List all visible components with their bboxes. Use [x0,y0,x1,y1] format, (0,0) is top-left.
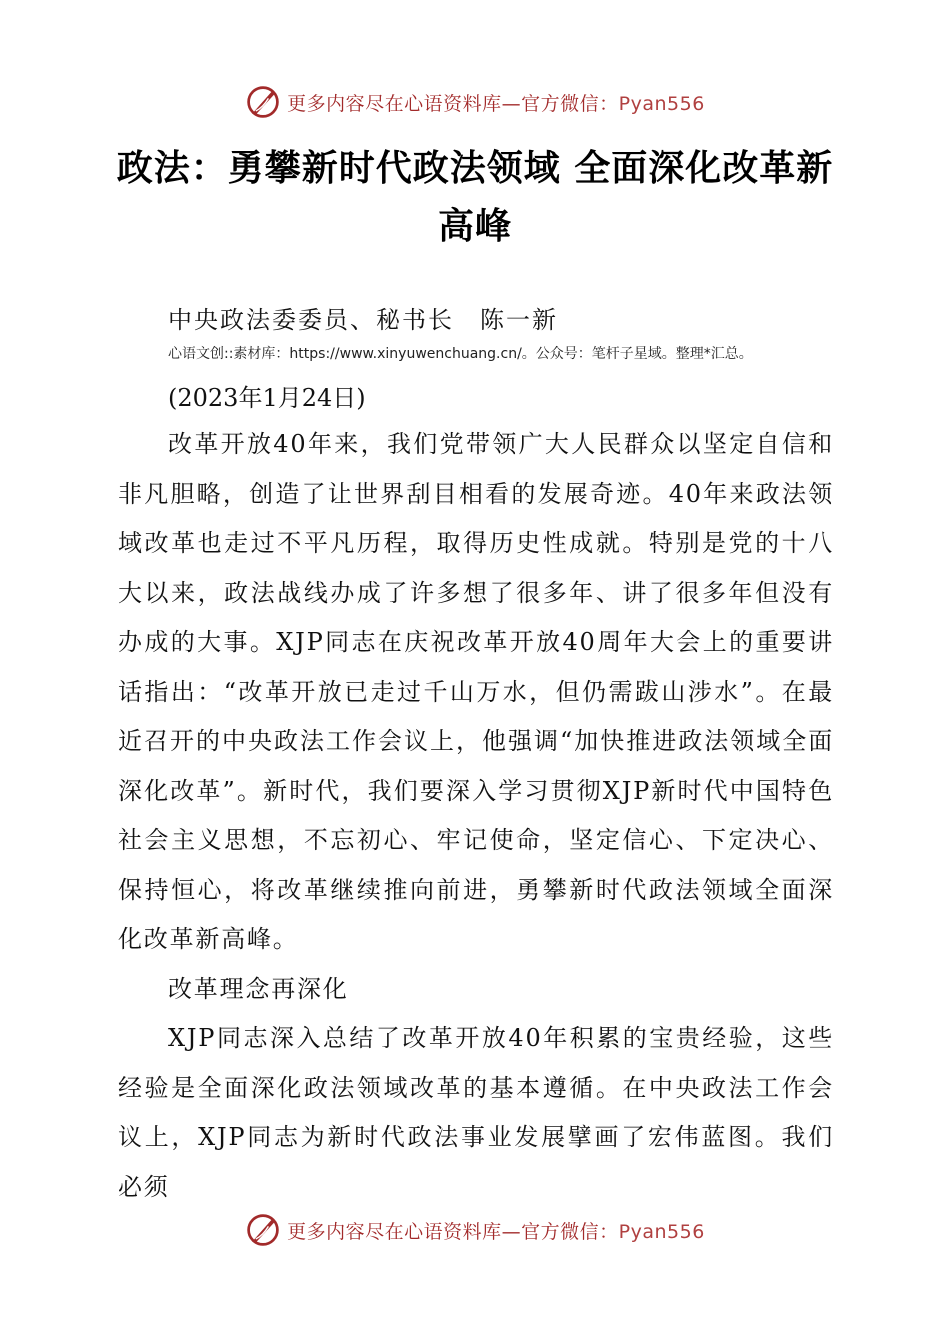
source-note: 心语文创::素材库：https://www.xinyuwenchuang.cn/。公众号：笔杆子星域。整理*汇总。 [168,346,753,362]
body-paragraph: 改革开放40年来，我们党带领广大人民群众以坚定自信和非凡胆略，创造了让世界刮目相看的发展奇迹。40年来政法领域改革也走过不平凡历程，取得历史性成就。特别是党的十八大以来，政法战线办成了许多想了很多年、讲了很多年但没有办成的大事。XJP同志在庆祝改革开放40周年大会上的重要讲话指出：“改革开放已走过千山万水，但仍需跋山涉水”。在最近召开的中央政法工作会议上，他强调“加快推进政法领域全面深化改革”。新时代，我们要深入学习贯彻XJP新时代中国特色社会主义思想，不忘初心、牢记使命，坚定信心、下定决心、保持恒心，将改革继续推向前进，勇攀新时代政法领域全面深化改革新高峰。 [118,430,834,953]
article-body [118,420,834,1212]
author-byline: 中央政法委委员、秘书长 陈一新 [168,306,558,334]
footer-watermark [0,1210,950,1250]
document-title: 政法：勇攀新时代政法领域 全面深化改革新高峰 [116,148,834,247]
body-paragraph: XJP同志深入总结了改革开放40年积累的宝贵经验，这些经验是全面深化政法领域改革的基本遵循。在中央政法工作会议上，XJP同志为新时代政法事业发展擘画了宏伟蓝图。我们必须 [118,1024,834,1201]
watermark-text: 更多内容尽在心语资料库—官方微信：Pyan556 [287,92,705,115]
section-heading: 改革理念再深化 [168,974,349,1003]
quill-pen-logo-icon [245,1212,281,1248]
document-date: (2023年1月24日) [168,384,366,412]
header-watermark [0,82,950,122]
watermark-text: 更多内容尽在心语资料库—官方微信：Pyan556 [287,1220,705,1243]
quill-pen-logo-icon [245,84,281,120]
